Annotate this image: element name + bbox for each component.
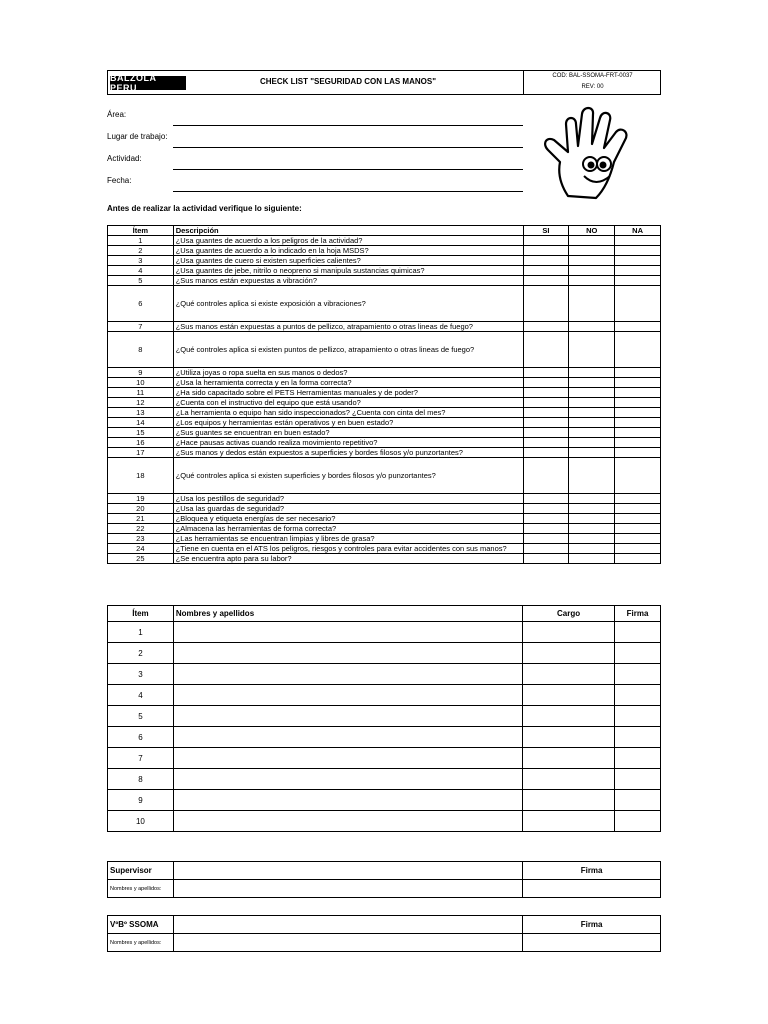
participant-number: 7: [108, 748, 174, 769]
checklist-item-description: ¿Almacena las herramientas de forma correcta?: [173, 524, 523, 534]
checklist-item-description: ¿Ha sido capacitado sobre el PETS Herramientas manuales y de poder?: [173, 388, 523, 398]
participant-firma-field[interactable]: [615, 664, 661, 685]
checkbox-si[interactable]: [523, 448, 569, 458]
checklist-item-description: ¿Bloquea y etiqueta energías de ser necesario?: [173, 514, 523, 524]
checklist-item-description: ¿Utiliza joyas o ropa suelta en sus manos o dedos?: [173, 368, 523, 378]
ssoma-signature-field[interactable]: [523, 934, 661, 952]
checkbox-na[interactable]: [615, 378, 661, 388]
checkbox-no[interactable]: [569, 418, 615, 428]
checklist-item-number: 10: [108, 378, 174, 388]
participant-number: 10: [108, 811, 174, 832]
checklist-row: [108, 514, 661, 524]
checkbox-na[interactable]: [615, 276, 661, 286]
checklist-item-number: 14: [108, 418, 174, 428]
checkbox-no[interactable]: [569, 378, 615, 388]
checkbox-na[interactable]: [615, 428, 661, 438]
checklist-item-description: ¿Usa guantes de acuerdo a lo indicado en la hoja MSDS?: [173, 246, 523, 256]
participant-firma-field[interactable]: [615, 643, 661, 664]
checkbox-na[interactable]: [615, 544, 661, 554]
checklist-row: [108, 286, 661, 322]
checkbox-si[interactable]: [523, 256, 569, 266]
checkbox-no[interactable]: [569, 524, 615, 534]
checklist-item-number: 7: [108, 322, 174, 332]
participant-cargo-field[interactable]: [523, 664, 615, 685]
checkbox-no[interactable]: [569, 544, 615, 554]
checkbox-na[interactable]: [615, 418, 661, 428]
checkbox-no[interactable]: [569, 458, 615, 494]
participant-cargo-field[interactable]: [523, 748, 615, 769]
participant-firma-field[interactable]: [615, 706, 661, 727]
participant-firma-field[interactable]: [615, 622, 661, 643]
checklist-item-description: ¿Sus guantes se encuentran en buen estado?: [173, 428, 523, 438]
checklist-item-description: ¿Sus manos están expuestas a vibración?: [173, 276, 523, 286]
participant-name-field[interactable]: [173, 727, 522, 748]
participant-row: [108, 664, 661, 685]
checklist-item-description: ¿Usa guantes de acuerdo a los peligros de la actividad?: [173, 236, 523, 246]
checkbox-no[interactable]: [569, 494, 615, 504]
company-logo: BALZOLA PERU: [110, 76, 186, 90]
document-revision: REV: 00: [581, 84, 604, 90]
checkbox-na[interactable]: [615, 534, 661, 544]
checkbox-no[interactable]: [569, 408, 615, 418]
participant-cargo-field[interactable]: [523, 769, 615, 790]
col-item: Ítem: [108, 606, 174, 622]
col-no: NO: [569, 226, 615, 236]
participant-number: 8: [108, 769, 174, 790]
fecha-label: Fecha:: [107, 176, 132, 185]
participant-row: [108, 643, 661, 664]
participant-cargo-field[interactable]: [523, 706, 615, 727]
checklist-row: [108, 494, 661, 504]
checkbox-si[interactable]: [523, 322, 569, 332]
checklist-item-number: 12: [108, 398, 174, 408]
checkbox-na[interactable]: [615, 524, 661, 534]
checkbox-no[interactable]: [569, 286, 615, 322]
checkbox-no[interactable]: [569, 388, 615, 398]
checkbox-no[interactable]: [569, 504, 615, 514]
checkbox-na[interactable]: [615, 554, 661, 564]
participant-cargo-field[interactable]: [523, 622, 615, 643]
col-item: Ítem: [108, 226, 174, 236]
checklist-row: [108, 322, 661, 332]
checkbox-no[interactable]: [569, 256, 615, 266]
participant-name-field[interactable]: [173, 790, 522, 811]
col-cargo: Cargo: [523, 606, 615, 622]
checkbox-si[interactable]: [523, 332, 569, 368]
col-name: Nombres y apellidos: [173, 606, 522, 622]
checkbox-na[interactable]: [615, 514, 661, 524]
checklist-item-number: 13: [108, 408, 174, 418]
col-na: NA: [615, 226, 661, 236]
checklist-row: [108, 332, 661, 368]
checklist-item-description: ¿Hace pausas activas cuando realiza movimiento repetitivo?: [173, 438, 523, 448]
participant-number: 2: [108, 643, 174, 664]
checklist-item-number: 21: [108, 514, 174, 524]
checklist-row: [108, 458, 661, 494]
checklist-item-description: ¿Sus manos están expuestas a puntos de pellizco, atrapamiento o otras lineas de fuego?: [173, 322, 523, 332]
supervisor-table: [107, 861, 661, 898]
supervisor-firma-label: Firma: [523, 862, 661, 880]
participant-name-field[interactable]: [173, 685, 522, 706]
participant-row: [108, 811, 661, 832]
checklist-row: [108, 368, 661, 378]
checkbox-si[interactable]: [523, 286, 569, 322]
participant-row: [108, 790, 661, 811]
checkbox-no[interactable]: [569, 428, 615, 438]
checklist-item-number: 4: [108, 266, 174, 276]
checkbox-na[interactable]: [615, 286, 661, 322]
checklist-row: [108, 276, 661, 286]
checkbox-si[interactable]: [523, 504, 569, 514]
checklist-row: [108, 246, 661, 256]
instruction-text: Antes de realizar la actividad verifique lo siguiente:: [107, 204, 302, 213]
checkbox-na[interactable]: [615, 368, 661, 378]
area-label: Área:: [107, 110, 127, 119]
checkbox-si[interactable]: [523, 246, 569, 256]
col-firma: Firma: [615, 606, 661, 622]
supervisor-names-field[interactable]: [173, 880, 522, 898]
checkbox-na[interactable]: [615, 332, 661, 368]
checklist-row: [108, 256, 661, 266]
checkbox-si[interactable]: [523, 514, 569, 524]
participant-number: 6: [108, 727, 174, 748]
checkbox-no[interactable]: [569, 236, 615, 246]
checkbox-na[interactable]: [615, 408, 661, 418]
participant-number: 9: [108, 790, 174, 811]
checklist-row: [108, 448, 661, 458]
checklist-item-description: ¿Usa guantes de jebe, nitrilo o neopreno si manipula sustancias quimicas?: [173, 266, 523, 276]
checklist-item-description: ¿Se encuentra apto para su labor?: [173, 554, 523, 564]
checklist-row: [108, 388, 661, 398]
checkbox-si[interactable]: [523, 438, 569, 448]
checkbox-no[interactable]: [569, 514, 615, 524]
participant-cargo-field[interactable]: [523, 790, 615, 811]
checklist-item-description: ¿Tiene en cuenta en el ATS los peligros, riesgos y controles para evitar accidentes con sus manos?: [173, 544, 523, 554]
col-si: SI: [523, 226, 569, 236]
checkbox-si[interactable]: [523, 276, 569, 286]
checklist-row: [108, 504, 661, 514]
participant-name-field[interactable]: [173, 706, 522, 727]
participant-firma-field[interactable]: [615, 790, 661, 811]
checkbox-na[interactable]: [615, 438, 661, 448]
checkbox-si[interactable]: [523, 534, 569, 544]
participant-firma-field[interactable]: [615, 685, 661, 706]
actividad-field[interactable]: [173, 169, 523, 170]
checklist-item-description: ¿Las herramientas se encuentran limpias y libres de grasa?: [173, 534, 523, 544]
checkbox-si[interactable]: [523, 428, 569, 438]
checklist-item-description: ¿Usa guantes de cuero si existen superficies calientes?: [173, 256, 523, 266]
lugar-label: Lugar de trabajo:: [107, 132, 168, 141]
document-code: COD: BAL-SSOMA-FRT-0037: [552, 73, 633, 79]
ssoma-name-field[interactable]: [173, 916, 522, 934]
fecha-field[interactable]: [173, 191, 523, 192]
checklist-item-number: 15: [108, 428, 174, 438]
participant-firma-field[interactable]: [615, 769, 661, 790]
participant-number: 1: [108, 622, 174, 643]
checkbox-si[interactable]: [523, 266, 569, 276]
checklist-item-number: 3: [108, 256, 174, 266]
participant-row: [108, 685, 661, 706]
participant-name-field[interactable]: [173, 643, 522, 664]
checkbox-na[interactable]: [615, 256, 661, 266]
checkbox-si[interactable]: [523, 418, 569, 428]
checkbox-no[interactable]: [569, 398, 615, 408]
checklist-item-description: ¿Qué controles aplica si existe exposición a vibraciones?: [173, 286, 523, 322]
checkbox-na[interactable]: [615, 388, 661, 398]
col-desc: Descripción: [173, 226, 523, 236]
supervisor-signature-field[interactable]: [523, 880, 661, 898]
checklist-row: [108, 398, 661, 408]
participant-firma-field[interactable]: [615, 748, 661, 769]
checkbox-si[interactable]: [523, 544, 569, 554]
ssoma-label: VºBº SSOMA: [108, 916, 174, 934]
checkbox-na[interactable]: [615, 504, 661, 514]
participant-cargo-field[interactable]: [523, 811, 615, 832]
participant-firma-field[interactable]: [615, 727, 661, 748]
checklist-row: [108, 378, 661, 388]
checklist-item-description: ¿Qué controles aplica si existen superficies y bordes filosos y/o punzortantes?: [173, 458, 523, 494]
ssoma-table: [107, 915, 661, 952]
checkbox-no[interactable]: [569, 448, 615, 458]
area-field[interactable]: [173, 125, 523, 126]
checkbox-na[interactable]: [615, 266, 661, 276]
checkbox-si[interactable]: [523, 388, 569, 398]
checklist-item-number: 2: [108, 246, 174, 256]
checkbox-no[interactable]: [569, 368, 615, 378]
checklist-item-number: 1: [108, 236, 174, 246]
ssoma-firma-label: Firma: [523, 916, 661, 934]
checkbox-si[interactable]: [523, 398, 569, 408]
checkbox-na[interactable]: [615, 458, 661, 494]
checklist-item-number: 9: [108, 368, 174, 378]
checklist-item-description: ¿Usa las guardas de seguridad?: [173, 504, 523, 514]
checklist-item-number: 25: [108, 554, 174, 564]
lugar-field[interactable]: [173, 147, 523, 148]
checkbox-si[interactable]: [523, 368, 569, 378]
participant-row: [108, 706, 661, 727]
checklist-row: [108, 544, 661, 554]
participant-row: [108, 769, 661, 790]
checklist-item-description: ¿Usa los pestillos de seguridad?: [173, 494, 523, 504]
supervisor-sub-label: Nombres y apellidos:: [108, 880, 174, 898]
participant-row: [108, 622, 661, 643]
supervisor-label: Supervisor: [108, 862, 174, 880]
participant-name-field[interactable]: [173, 664, 522, 685]
hand-icon: [538, 104, 650, 204]
participant-number: 3: [108, 664, 174, 685]
checklist-row: [108, 534, 661, 544]
participant-number: 5: [108, 706, 174, 727]
participant-name-field[interactable]: [173, 769, 522, 790]
checkbox-si[interactable]: [523, 378, 569, 388]
checklist-row: [108, 408, 661, 418]
participant-name-field[interactable]: [173, 748, 522, 769]
participant-name-field[interactable]: [173, 811, 522, 832]
checkbox-no[interactable]: [569, 246, 615, 256]
checkbox-na[interactable]: [615, 494, 661, 504]
checkbox-na[interactable]: [615, 322, 661, 332]
checkbox-si[interactable]: [523, 408, 569, 418]
checkbox-no[interactable]: [569, 266, 615, 276]
checkbox-si[interactable]: [523, 554, 569, 564]
checklist-item-description: ¿Qué controles aplica si existen puntos de pellizco, atrapamiento o otras lineas de fuego?: [173, 332, 523, 368]
participant-row: [108, 727, 661, 748]
checklist-row: [108, 428, 661, 438]
participant-firma-field[interactable]: [615, 811, 661, 832]
checkbox-no[interactable]: [569, 534, 615, 544]
participant-number: 4: [108, 685, 174, 706]
participant-cargo-field[interactable]: [523, 727, 615, 748]
checkbox-no[interactable]: [569, 438, 615, 448]
checkbox-no[interactable]: [569, 276, 615, 286]
participants-header-row: [108, 606, 661, 622]
checklist-row: [108, 418, 661, 428]
checklist-item-number: 16: [108, 438, 174, 448]
checkbox-no[interactable]: [569, 322, 615, 332]
checkbox-na[interactable]: [615, 246, 661, 256]
checklist-row: [108, 438, 661, 448]
checklist-item-number: 11: [108, 388, 174, 398]
checklist-item-number: 20: [108, 504, 174, 514]
checklist-item-description: ¿Usa la herramienta correcta y en la forma correcta?: [173, 378, 523, 388]
checklist-row: [108, 236, 661, 246]
checklist-item-number: 18: [108, 458, 174, 494]
checklist-item-number: 24: [108, 544, 174, 554]
participant-cargo-field[interactable]: [523, 643, 615, 664]
participant-cargo-field[interactable]: [523, 685, 615, 706]
checklist-item-number: 8: [108, 332, 174, 368]
participant-name-field[interactable]: [173, 622, 522, 643]
ssoma-names-field[interactable]: [173, 934, 522, 952]
checkbox-si[interactable]: [523, 458, 569, 494]
checklist-item-number: 6: [108, 286, 174, 322]
ssoma-sub-label: Nombres y apellidos:: [108, 934, 174, 952]
checkbox-si[interactable]: [523, 494, 569, 504]
checkbox-si[interactable]: [523, 524, 569, 534]
checklist-item-number: 19: [108, 494, 174, 504]
checklist-header-row: [108, 226, 661, 236]
checklist-item-description: ¿Los equipos y herramientas están operativos y en buen estado?: [173, 418, 523, 428]
checklist-item-description: ¿La herramienta o equipo han sido inspeccionados? ¿Cuenta con cinta del mes?: [173, 408, 523, 418]
checklist-item-number: 5: [108, 276, 174, 286]
checklist-item-description: ¿Cuenta con el instructivo del equipo que está usando?: [173, 398, 523, 408]
document-title: CHECK LIST "SEGURIDAD CON LAS MANOS": [259, 77, 437, 86]
checkbox-si[interactable]: [523, 236, 569, 246]
checklist-item-number: 22: [108, 524, 174, 534]
checklist-row: [108, 554, 661, 564]
actividad-label: Actividad:: [107, 154, 142, 163]
checkbox-no[interactable]: [569, 554, 615, 564]
checklist-item-number: 23: [108, 534, 174, 544]
supervisor-name-field[interactable]: [173, 862, 522, 880]
checklist-item-description: ¿Sus manos y dedos están expuestos a superficies y bordes filosos y/o punzortantes?: [173, 448, 523, 458]
participants-table: [107, 605, 661, 832]
checkbox-na[interactable]: [615, 398, 661, 408]
checklist-row: [108, 524, 661, 534]
checkbox-na[interactable]: [615, 236, 661, 246]
checkbox-no[interactable]: [569, 332, 615, 368]
checklist-table: [107, 225, 661, 564]
checklist-item-number: 17: [108, 448, 174, 458]
participant-row: [108, 748, 661, 769]
checklist-row: [108, 266, 661, 276]
checkbox-na[interactable]: [615, 448, 661, 458]
